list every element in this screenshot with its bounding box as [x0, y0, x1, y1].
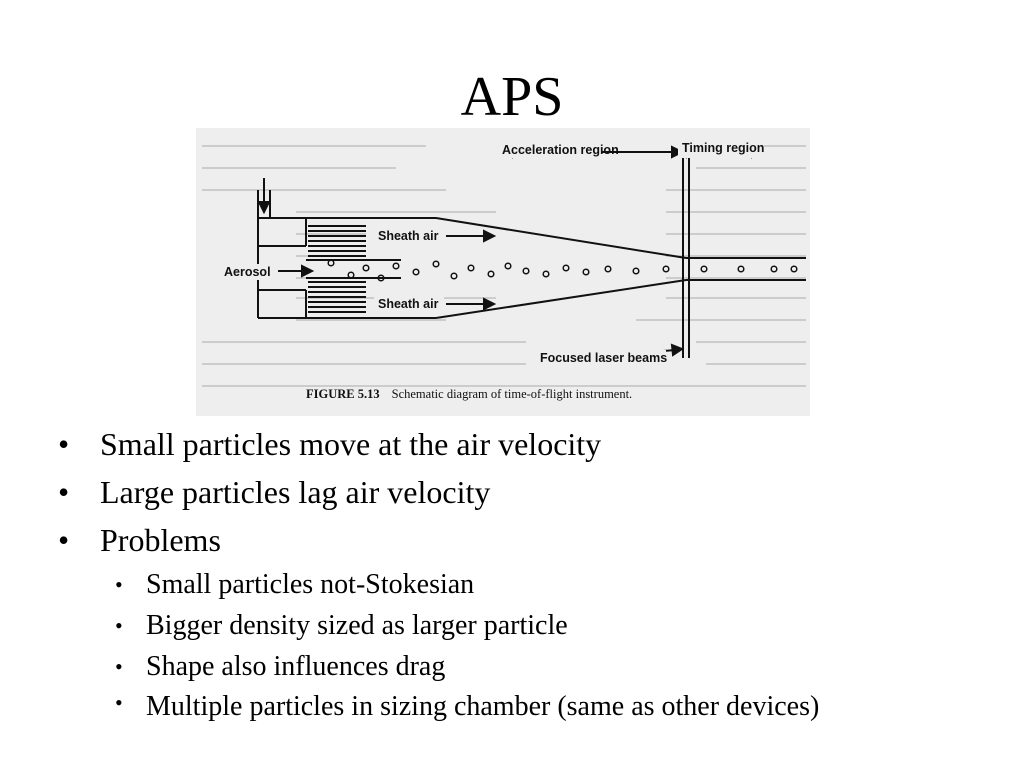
sub-bullet-item: • Bigger density sized as larger particle	[58, 605, 978, 646]
sub-bullet-item: • Small particles not-Stokesian	[58, 564, 978, 605]
timing-region-label: Timing region	[682, 141, 765, 155]
aerosol-label: Aerosol	[224, 265, 271, 279]
aps-schematic-figure	[196, 128, 810, 416]
time-of-flight-diagram	[196, 128, 810, 416]
flow-straightener-bottom	[308, 282, 366, 312]
bullet-item: • Problems	[58, 516, 978, 564]
figure-number: FIGURE 5.13	[306, 387, 380, 401]
figure-caption-text: Schematic diagram of time-of-flight instrument.	[391, 387, 633, 401]
figure-caption	[306, 385, 632, 402]
acceleration-region-label: Acceleration region	[502, 143, 619, 157]
bullet-list	[58, 420, 978, 723]
sheath-air-bottom-label: Sheath air	[378, 297, 439, 311]
sub-bullet-item: • Multiple particles in sizing chamber (same as other devices)	[58, 687, 978, 723]
flow-straightener-top	[308, 226, 366, 256]
bullet-item: • Small particles move at the air velocity	[58, 420, 978, 468]
sheath-air-top-label: Sheath air	[378, 229, 439, 243]
slide-title: APS	[460, 66, 564, 128]
bullet-item: • Large particles lag air velocity	[58, 468, 978, 516]
sub-bullet-item: • Shape also influences drag	[58, 646, 978, 687]
focused-laser-beams-label: Focused laser beams	[540, 351, 668, 365]
